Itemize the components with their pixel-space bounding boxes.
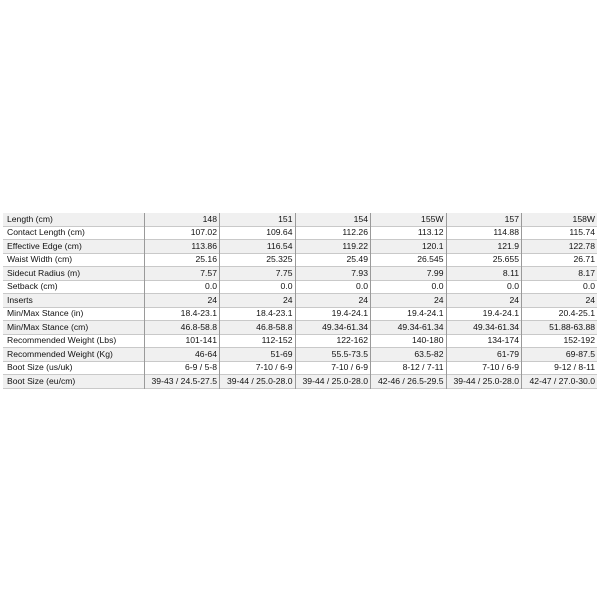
table-cell: 112-152	[220, 334, 296, 348]
table-cell: 42-47 / 27.0-30.0	[522, 375, 598, 389]
table-cell: 7.75	[220, 267, 296, 281]
table-cell: 7.99	[371, 267, 447, 281]
table-cell: 7-10 / 6-9	[295, 361, 371, 375]
table-cell: 25.655	[446, 253, 522, 267]
table-cell: 46.8-58.8	[144, 321, 220, 335]
table-cell: 25.49	[295, 253, 371, 267]
table-cell: 115.74	[522, 226, 598, 240]
row-label: Contact Length (cm)	[3, 226, 144, 240]
table-cell: 8.11	[446, 267, 522, 281]
row-label: Inserts	[3, 294, 144, 308]
table-cell: 148	[144, 213, 220, 226]
table-cell: 6-9 / 5-8	[144, 361, 220, 375]
table-cell: 134-174	[446, 334, 522, 348]
table-cell: 0.0	[371, 280, 447, 294]
row-label: Recommended Weight (Lbs)	[3, 334, 144, 348]
row-label: Waist Width (cm)	[3, 253, 144, 267]
row-label: Boot Size (us/uk)	[3, 361, 144, 375]
table-cell: 158W	[522, 213, 598, 226]
table-cell: 7.57	[144, 267, 220, 281]
row-label: Min/Max Stance (cm)	[3, 321, 144, 335]
table-cell: 113.86	[144, 240, 220, 254]
row-label: Length (cm)	[3, 213, 144, 226]
table-cell: 24	[446, 294, 522, 308]
spec-table-body	[3, 213, 597, 388]
table-cell: 19.4-24.1	[371, 307, 447, 321]
table-cell: 0.0	[295, 280, 371, 294]
table-cell: 122-162	[295, 334, 371, 348]
table-cell: 120.1	[371, 240, 447, 254]
table-cell: 116.54	[220, 240, 296, 254]
table-cell: 24	[371, 294, 447, 308]
row-label: Sidecut Radius (m)	[3, 267, 144, 281]
spec-table	[3, 213, 597, 389]
table-cell: 61-79	[446, 348, 522, 362]
table-cell: 46-64	[144, 348, 220, 362]
row-label: Min/Max Stance (in)	[3, 307, 144, 321]
table-row	[3, 280, 597, 294]
table-cell: 24	[295, 294, 371, 308]
table-cell: 26.545	[371, 253, 447, 267]
table-cell: 7.93	[295, 267, 371, 281]
table-row	[3, 361, 597, 375]
table-cell: 39-43 / 24.5-27.5	[144, 375, 220, 389]
table-cell: 113.12	[371, 226, 447, 240]
table-row	[3, 267, 597, 281]
table-cell: 26.71	[522, 253, 598, 267]
table-cell: 7-10 / 6-9	[446, 361, 522, 375]
table-row	[3, 294, 597, 308]
table-cell: 9-12 / 8-11	[522, 361, 598, 375]
table-cell: 55.5-73.5	[295, 348, 371, 362]
table-cell: 25.16	[144, 253, 220, 267]
table-cell: 0.0	[144, 280, 220, 294]
table-row	[3, 226, 597, 240]
table-row	[3, 307, 597, 321]
table-cell: 152-192	[522, 334, 598, 348]
table-cell: 24	[220, 294, 296, 308]
table-cell: 63.5-82	[371, 348, 447, 362]
table-cell: 107.02	[144, 226, 220, 240]
table-cell: 20.4-25.1	[522, 307, 598, 321]
table-cell: 119.22	[295, 240, 371, 254]
table-cell: 49.34-61.34	[371, 321, 447, 335]
table-cell: 151	[220, 213, 296, 226]
table-cell: 69-87.5	[522, 348, 598, 362]
table-cell: 8.17	[522, 267, 598, 281]
table-cell: 8-12 / 7-11	[371, 361, 447, 375]
table-cell: 112.26	[295, 226, 371, 240]
table-cell: 51.88-63.88	[522, 321, 598, 335]
table-row	[3, 240, 597, 254]
table-cell: 155W	[371, 213, 447, 226]
table-cell: 114.88	[446, 226, 522, 240]
table-cell: 101-141	[144, 334, 220, 348]
table-cell: 121.9	[446, 240, 522, 254]
table-cell: 0.0	[522, 280, 598, 294]
table-cell: 24	[144, 294, 220, 308]
table-cell: 39-44 / 25.0-28.0	[295, 375, 371, 389]
table-cell: 18.4-23.1	[220, 307, 296, 321]
row-label: Effective Edge (cm)	[3, 240, 144, 254]
table-cell: 39-44 / 25.0-28.0	[446, 375, 522, 389]
table-cell: 154	[295, 213, 371, 226]
row-label: Boot Size (eu/cm)	[3, 375, 144, 389]
table-cell: 49.34-61.34	[295, 321, 371, 335]
table-cell: 0.0	[446, 280, 522, 294]
table-row	[3, 213, 597, 226]
row-label: Recommended Weight (Kg)	[3, 348, 144, 362]
table-cell: 109.64	[220, 226, 296, 240]
table-cell: 51-69	[220, 348, 296, 362]
table-cell: 18.4-23.1	[144, 307, 220, 321]
table-cell: 42-46 / 26.5-29.5	[371, 375, 447, 389]
table-cell: 19.4-24.1	[446, 307, 522, 321]
table-row	[3, 253, 597, 267]
table-row	[3, 334, 597, 348]
row-label: Setback (cm)	[3, 280, 144, 294]
table-cell: 24	[522, 294, 598, 308]
table-cell: 49.34-61.34	[446, 321, 522, 335]
table-cell: 157	[446, 213, 522, 226]
table-cell: 122.78	[522, 240, 598, 254]
table-cell: 7-10 / 6-9	[220, 361, 296, 375]
table-cell: 39-44 / 25.0-28.0	[220, 375, 296, 389]
table-row	[3, 348, 597, 362]
table-cell: 19.4-24.1	[295, 307, 371, 321]
table-row	[3, 321, 597, 335]
table-cell: 46.8-58.8	[220, 321, 296, 335]
table-cell: 0.0	[220, 280, 296, 294]
table-cell: 140-180	[371, 334, 447, 348]
table-row	[3, 375, 597, 389]
table-cell: 25.325	[220, 253, 296, 267]
